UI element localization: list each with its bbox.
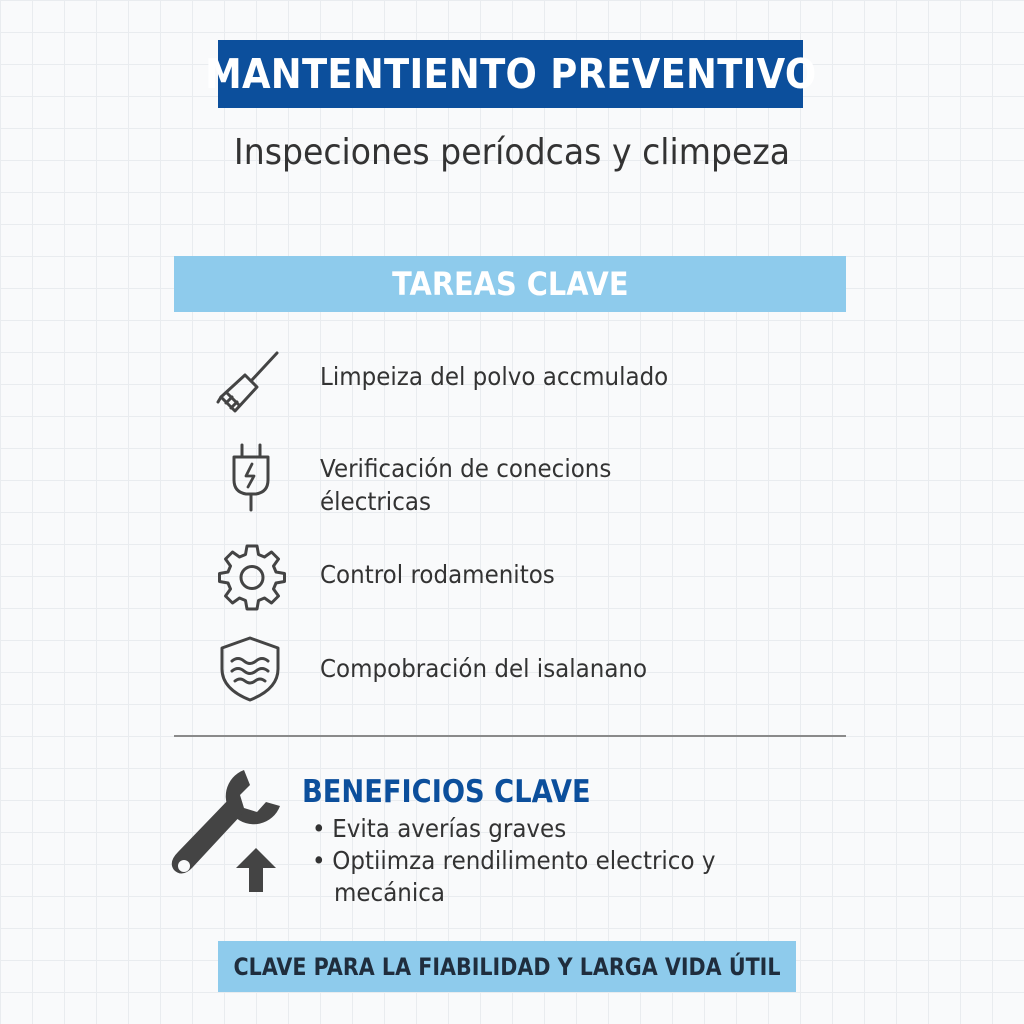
- tasks-heading: TAREAS CLAVE: [391, 265, 629, 303]
- tasks-banner: [174, 256, 846, 312]
- footer-text: CLAVE PARA LA FIABILIDAD Y LARGA VIDA ÚTIL: [233, 952, 781, 981]
- benefit-text: Optiimza rendilimento electrico y: [332, 846, 716, 875]
- benefit-item: [312, 813, 566, 845]
- benefits-heading: BENEFICIOS CLAVE: [302, 774, 591, 810]
- plug-icon: [216, 442, 286, 512]
- benefit-text: Evita averías graves: [332, 814, 567, 843]
- benefit-item: [312, 845, 715, 877]
- footer-banner: [218, 941, 796, 992]
- wrench-arrow-up-icon: [170, 764, 286, 896]
- task-label-insulation: Compobración del isalanano: [320, 654, 648, 683]
- task-label-bearings: Control rodamenitos: [320, 560, 555, 589]
- section-divider: [174, 735, 846, 737]
- task-label-connections-2: électricas: [320, 487, 431, 516]
- page-subtitle: Inspeciones períodcas y climpeza: [233, 132, 791, 173]
- bullet: •: [312, 814, 326, 843]
- shield-waves-icon: [215, 633, 285, 703]
- title-banner: [204, 40, 817, 108]
- page-title: MANTENTIENTO PREVENTIVO: [204, 50, 817, 98]
- broom-icon: [215, 347, 285, 417]
- gear-icon: [217, 541, 287, 611]
- benefit-text-continuation: mecánica: [334, 878, 446, 907]
- task-label-connections-1: Verificación de conecions: [320, 454, 612, 483]
- task-label-dust: Limpeiza del polvo accmulado: [320, 362, 669, 391]
- bullet: •: [312, 846, 326, 875]
